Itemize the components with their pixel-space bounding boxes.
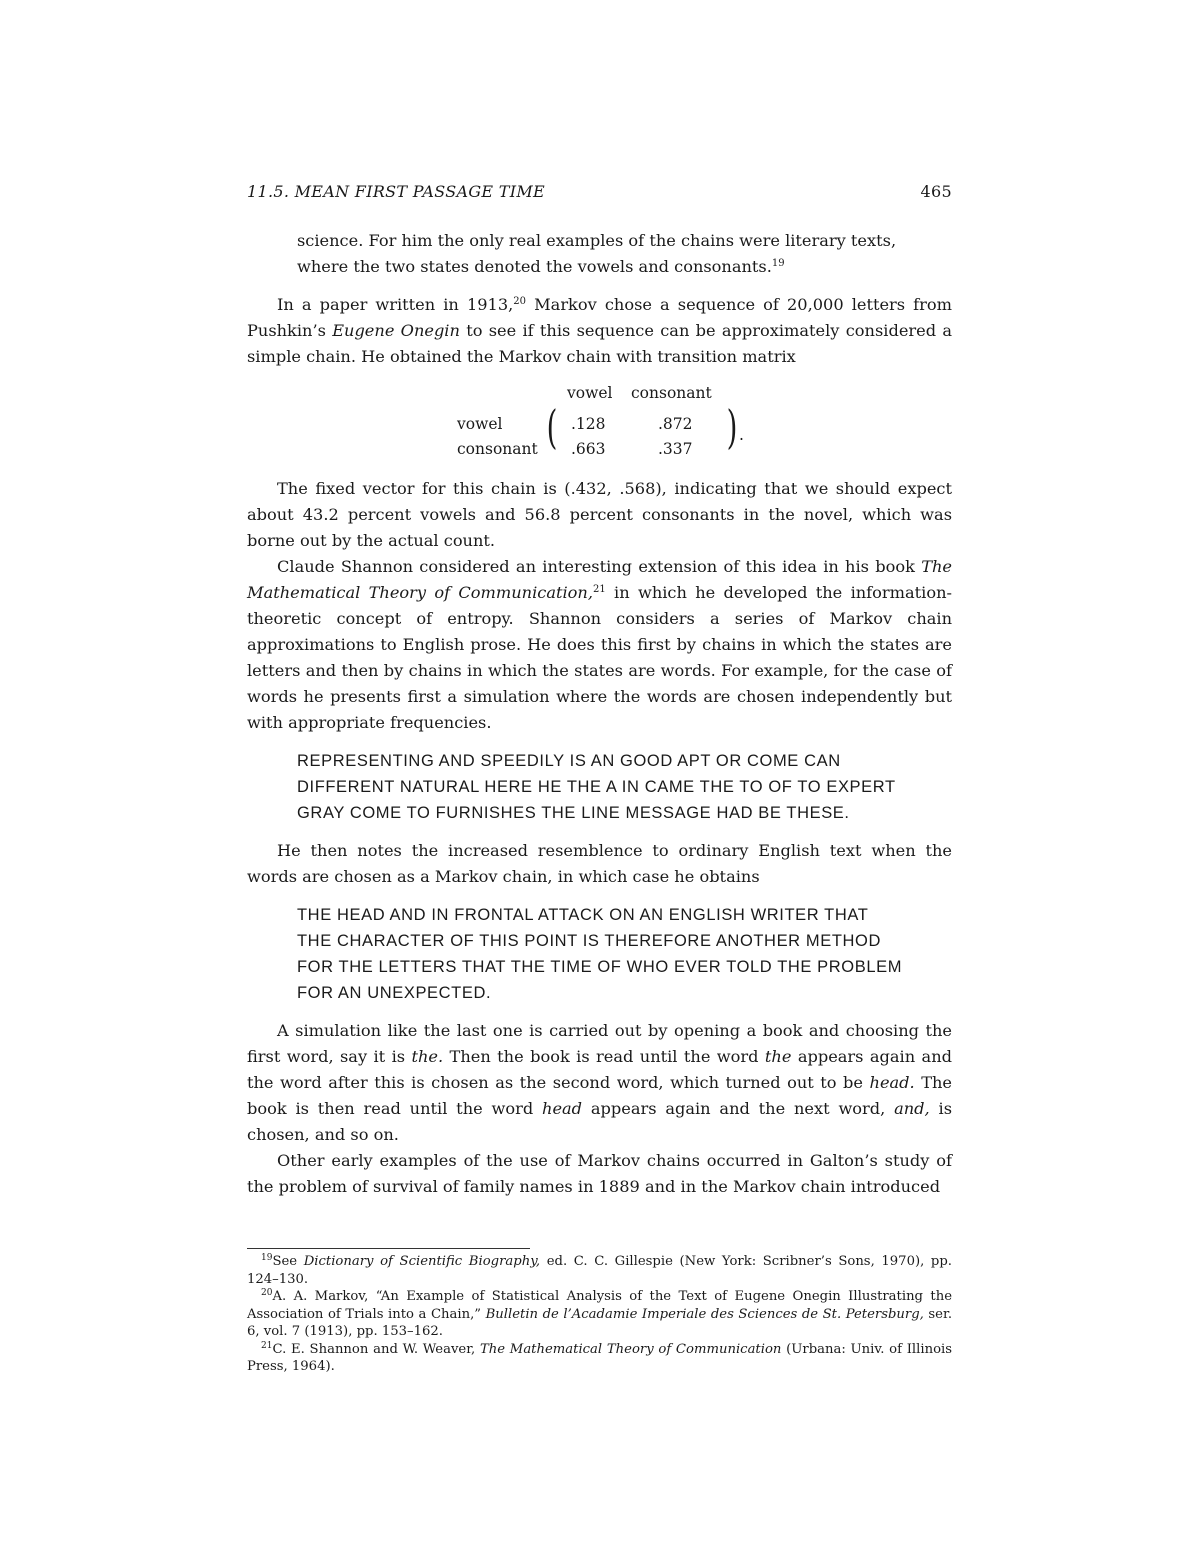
footnote-20: [247, 1288, 952, 1341]
para-5-italic: head.: [869, 1073, 915, 1092]
footnote-italic: The Mathematical Theory of Communication: [479, 1341, 782, 1357]
quoted-line-1: science. For him the only real examples of the chains were literary texts,: [297, 231, 897, 250]
matrix-cell: .128: [571, 415, 606, 433]
footnote-text: A. A. Markov, “An Example of Statistical Analysis of the Text of Eugene Onegin Illustrating the Association of Trials into a Chain,”: [247, 1289, 952, 1322]
footnote-text: C. E. Shannon and W. Weaver,: [272, 1341, 480, 1357]
para-1-text-a: In a paper written in 1913,: [277, 295, 514, 314]
para-4-text: He then notes the increased resemblence to ordinary English text when the words are chosen as a Markov chain, in which case he obtains: [247, 841, 952, 886]
matrix-cell: .872: [658, 415, 693, 433]
matrix-right-paren: ): [726, 400, 738, 454]
para-6-text: Other early examples of the use of Markov chains occurred in Galton’s study of the problem of survival of family names in 1889 and in the Markov chain introduced: [247, 1151, 952, 1196]
para-1-text-c: to see if this sequence can be approximately considered a simple chain. He obtained the Markov chain with transition matrix: [247, 321, 953, 366]
para-1-italic: Eugene Onegin: [332, 321, 460, 340]
para-5-italic: and,: [894, 1099, 930, 1118]
simulation-quote-2: THE HEAD AND IN FRONTAL ATTACK ON AN ENGLISH WRITER THAT THE CHARACTER OF THIS POINT IS THEREFORE ANOTHER METHOD FOR THE LETTERS THAT THE TIME OF WHO EVER TOLD THE PROBLEM FOR AN UNEXPECTED.: [297, 906, 903, 1002]
footnote-text: (Urbana: Univ. of Illinois Press, 1964).: [247, 1341, 952, 1374]
para-5-text: appears again and the next word,: [582, 1099, 895, 1118]
para-5-text: The book is then read until the word: [247, 1073, 953, 1118]
matrix-period: .: [739, 426, 744, 444]
footnote-text: ed. C. C. Gillespie (New York: Scribner’s Sons, 1970), pp. 124–130.: [247, 1254, 952, 1287]
footnote-number: 20: [261, 1288, 273, 1298]
quoted-line-2-text: where the two states denoted the vowels and consonants.: [297, 257, 772, 276]
para-3-italic: The Mathematical Theory of Communication,: [247, 557, 952, 602]
footnote-ref-20: 20: [513, 296, 527, 307]
footnotes: [247, 1253, 952, 1376]
para-5-text: is chosen, and so on.: [247, 1099, 952, 1144]
running-head: [247, 182, 952, 208]
page-body: [247, 182, 952, 1200]
footnote-ref-21: 21: [593, 584, 606, 595]
matrix-row-label-consonant: consonant: [457, 440, 538, 458]
footnote-ref-19: 19: [771, 258, 785, 269]
para-5-text: Then the book is read until the word: [443, 1047, 765, 1066]
matrix-cell: .337: [658, 440, 693, 458]
paragraph-simulation: [247, 1018, 952, 1148]
matrix-row-label-vowel: vowel: [457, 415, 503, 433]
footnote-21: [247, 1341, 952, 1376]
simulation-quote-1: REPRESENTING AND SPEEDILY IS AN GOOD APT OR COME CAN DIFFERENT NATURAL HERE HE THE A IN CAME THE TO OF TO EXPERT GRAY COME TO FURNISHES THE LINE MESSAGE HAD BE THESE.: [297, 752, 896, 822]
footnote-19: [247, 1253, 952, 1288]
page-number: 465: [920, 182, 952, 201]
matrix-cell: .663: [571, 440, 606, 458]
matrix-col-header-consonant: consonant: [631, 384, 712, 402]
paragraph-resemblence: [247, 838, 952, 890]
para-5-text: appears again and the word after this is chosen as the second word, which turned out to be: [247, 1047, 952, 1092]
footnote-italic: Dictionary of Scientific Biography,: [303, 1254, 541, 1269]
paragraph-markov-1913: [247, 292, 952, 370]
para-5-text: A simulation like the last one is carried out by opening a book and choosing the first word, say it is: [247, 1021, 952, 1066]
para-3-text-a: Claude Shannon considered an interesting extension of this idea in his book: [277, 557, 922, 576]
para-5-italic: the: [764, 1047, 792, 1066]
quoted-passage: [297, 228, 903, 280]
paragraph-shannon: [247, 554, 952, 736]
matrix-col-header-vowel: vowel: [567, 384, 613, 402]
footnote-text: See: [272, 1254, 304, 1269]
footnote-rule: [247, 1248, 530, 1249]
para-5-italic: the.: [411, 1047, 444, 1066]
para-3-text-b: in which he developed the information-theoretic concept of entropy. Shannon considers a series of Markov chain approximations to English prose. He does this first by chains in which the states are letters and then by chains in which the states are words. For example, for the case of words he presents first a simulation where the words are chosen independently but with appropriate frequencies.: [247, 583, 952, 732]
footnote-number: 21: [261, 1340, 273, 1351]
paragraph-galton: [247, 1148, 952, 1200]
matrix-left-paren: (: [546, 400, 558, 454]
quoted-line-2: [297, 254, 903, 280]
para-1-text-b: Markov chose a sequence of 20,000 letters from Pushkin’s: [247, 295, 952, 340]
footnote-number: 19: [261, 1253, 273, 1263]
para-5-italic: head: [542, 1099, 583, 1118]
section-title: 11.5. MEAN FIRST PASSAGE TIME: [247, 182, 546, 201]
transition-matrix: [247, 376, 952, 476]
footnote-text: ser. 6, vol. 7 (1913), pp. 153–162.: [247, 1306, 953, 1339]
paragraph-fixed-vector: [247, 476, 952, 554]
footnote-italic: Bulletin de l’Acadamie Imperiale des Sciences de St. Petersburg,: [485, 1306, 924, 1322]
para-2-text: The fixed vector for this chain is (.432, .568), indicating that we should expect about 43.2 percent vowels and 56.8 percent consonants in the novel, which was borne out by the actual count.: [247, 479, 952, 550]
